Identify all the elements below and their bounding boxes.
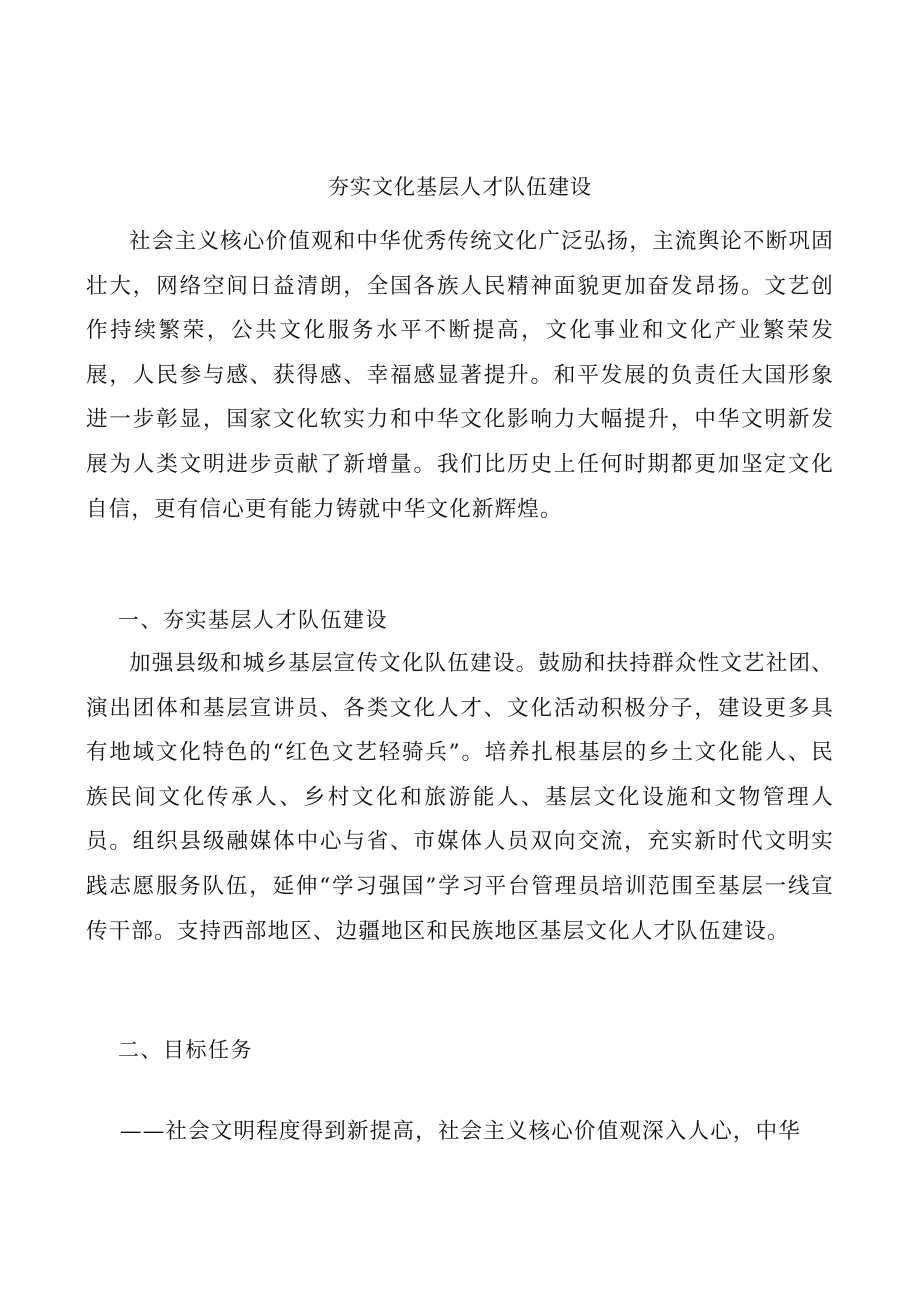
document-title: 夯实文化基层人才队伍建设 [328,175,592,199]
section1-paragraph: 加强县级和城乡基层宣传文化队伍建设。鼓励和扶持群众性文艺社团、演出团体和基层宣讲员、各类文化人才、文化活动积极分子，建设更多具有地域文化特色的“红色文艺轻骑兵”。培养扎根基层的乡土文化能人、民族民间文化传承人、乡村文化和旅游能人、基层文化设施和文物管理人员。组织县级融媒体中心与省、市媒体人员双向交流，充实新时代文明实践志愿服务队伍，延伸“学习强国”学习平台管理员培训范围至基层一线宣传干部。支持西部地区、边疆地区和民族地区基层文化人才队伍建设。 [86,651,834,944]
section2-paragraph: ——社会文明程度得到新提高，社会主义核心价值观深入人心，中华 [120,1119,802,1144]
section2-heading: 二、目标任务 [118,1038,253,1062]
section1-heading: 一、夯实基层人才队伍建设 [118,608,388,632]
intro-paragraph: 社会主义核心价值观和中华优秀传统文化广泛弘扬，主流舆论不断巩固壮大，网络空间日益清朗，全国各族人民精神面貌更加奋发昂扬。文艺创作持续繁荣，公共文化服务水平不断提高，文化事业和文化产业繁荣发展，人民参与感、获得感、幸福感显著提升。和平发展的负责任大国形象进一步彰显，国家文化软实力和中华文化影响力大幅提升，中华文明新发展为人类文明进步贡献了新增量。我们比历史上任何时期都更加坚定文化自信，更有信心更有能力铸就中华文化新辉煌。 [86,229,834,522]
